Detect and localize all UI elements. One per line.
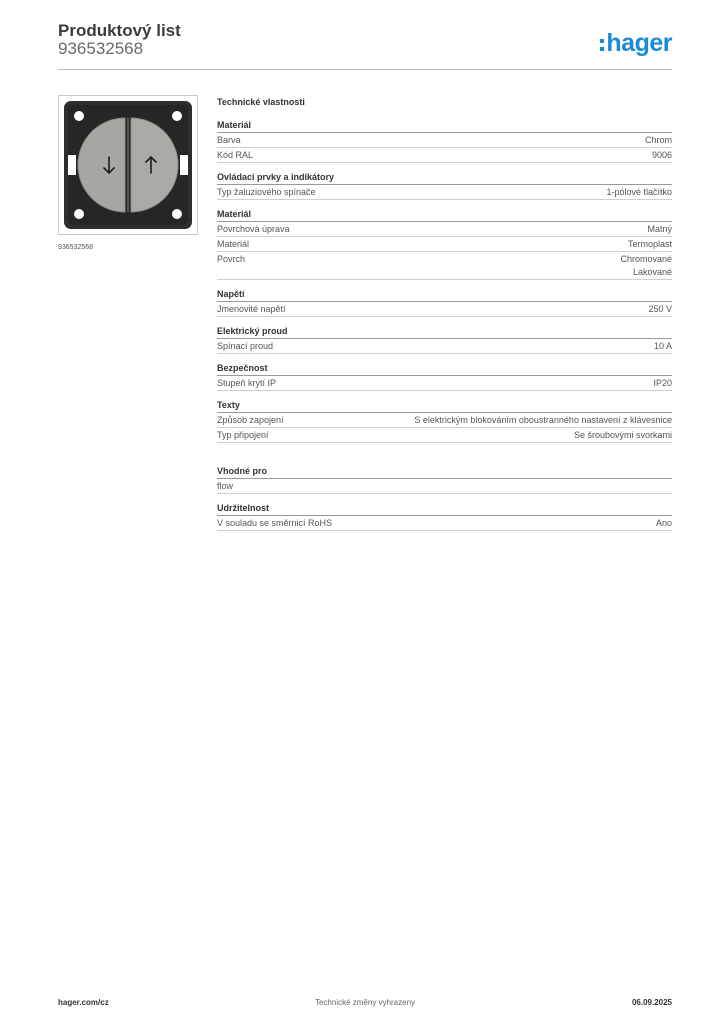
spec-group-title: Materiál — [217, 208, 672, 222]
page-title: Produktový list — [58, 21, 181, 40]
spec-group-title: Ovládací prvky a indikátory — [217, 171, 672, 185]
spec-label: flow — [217, 481, 234, 491]
spec-value: 250 V — [648, 304, 672, 314]
spec-value: IP20 — [653, 378, 672, 388]
spec-group-texts — [217, 399, 672, 443]
rocker-switch-image — [59, 96, 197, 234]
logo-text: hager — [606, 28, 672, 57]
footer-date: 06.09.2025 — [631, 998, 672, 1007]
spec-row — [217, 133, 672, 148]
spec-group-safety — [217, 362, 672, 391]
spec-value-line: Chromované — [620, 254, 672, 264]
spec-value: 9006 — [651, 150, 672, 160]
footer-website-link[interactable]: hager.com/cz — [58, 998, 109, 1007]
spec-label: Materiál — [217, 239, 250, 249]
spec-row — [217, 339, 672, 354]
logo-dots-icon — [600, 39, 604, 51]
spec-row — [217, 222, 672, 237]
section-spacer — [217, 451, 672, 465]
spec-row — [217, 302, 672, 317]
spec-label: Typ připojení — [217, 430, 269, 440]
product-number: 936532568 — [58, 39, 144, 58]
spec-value-line: Lakované — [632, 267, 672, 277]
page-header — [58, 20, 672, 70]
spec-row — [217, 428, 672, 443]
product-image-caption: 936532568 — [58, 244, 94, 251]
spec-group-title: Udržitelnost — [217, 502, 672, 516]
spec-label: Povrch — [217, 254, 246, 264]
spec-value — [620, 253, 672, 279]
spec-group-material-2 — [217, 208, 672, 280]
spec-row — [217, 148, 672, 163]
spec-group-title: Napětí — [217, 288, 672, 302]
spec-value: S elektrickým blokováním oboustranného nastavení z klávesnice — [414, 415, 672, 425]
spec-label: Barva — [217, 135, 241, 145]
spec-group-suitable-for — [217, 465, 672, 494]
spec-row — [217, 185, 672, 200]
spec-label: Způsob zapojení — [217, 415, 284, 425]
spec-group-controls — [217, 171, 672, 200]
spec-value: 10 A — [653, 341, 672, 351]
page-footer — [58, 998, 672, 1010]
spec-row — [217, 413, 672, 428]
spec-row — [217, 376, 672, 391]
spec-value: Matný — [647, 224, 672, 234]
spec-group-sustainability — [217, 502, 672, 531]
spec-label: Povrchová úprava — [217, 224, 290, 234]
spec-row — [217, 516, 672, 531]
spec-label: Jmenovité napětí — [217, 304, 286, 314]
spec-label: Spínací proud — [217, 341, 274, 351]
hager-logo[interactable] — [600, 28, 672, 58]
spec-group-title: Elektrický proud — [217, 325, 672, 339]
spec-row — [217, 479, 672, 494]
specs-title: Technické vlastnosti — [217, 97, 305, 107]
spec-row — [217, 252, 672, 280]
spec-row — [217, 237, 672, 252]
footer-disclaimer: Technické změny vyhrazeny — [314, 998, 416, 1007]
product-image — [58, 95, 198, 235]
spec-group-current — [217, 325, 672, 354]
spec-group-material — [217, 119, 672, 163]
spec-group-voltage — [217, 288, 672, 317]
spec-label: Kód RAL — [217, 150, 254, 160]
spec-group-title: Texty — [217, 399, 672, 413]
spec-label: Typ žaluziového spínače — [217, 187, 316, 197]
spec-group-title: Vhodné pro — [217, 465, 672, 479]
spec-value: Se šroubovými svorkami — [573, 430, 672, 440]
spec-label: V souladu se směrnicí RoHS — [217, 518, 333, 528]
spec-value: Termoplast — [627, 239, 672, 249]
technical-specs — [217, 95, 672, 539]
spec-group-title: Materiál — [217, 119, 672, 133]
spec-label: Stupeň krytí IP — [217, 378, 277, 388]
spec-value: Chrom — [644, 135, 672, 145]
spec-value: Ano — [655, 518, 672, 528]
spec-group-title: Bezpečnost — [217, 362, 672, 376]
spec-value: 1-pólové tlačítko — [606, 187, 672, 197]
